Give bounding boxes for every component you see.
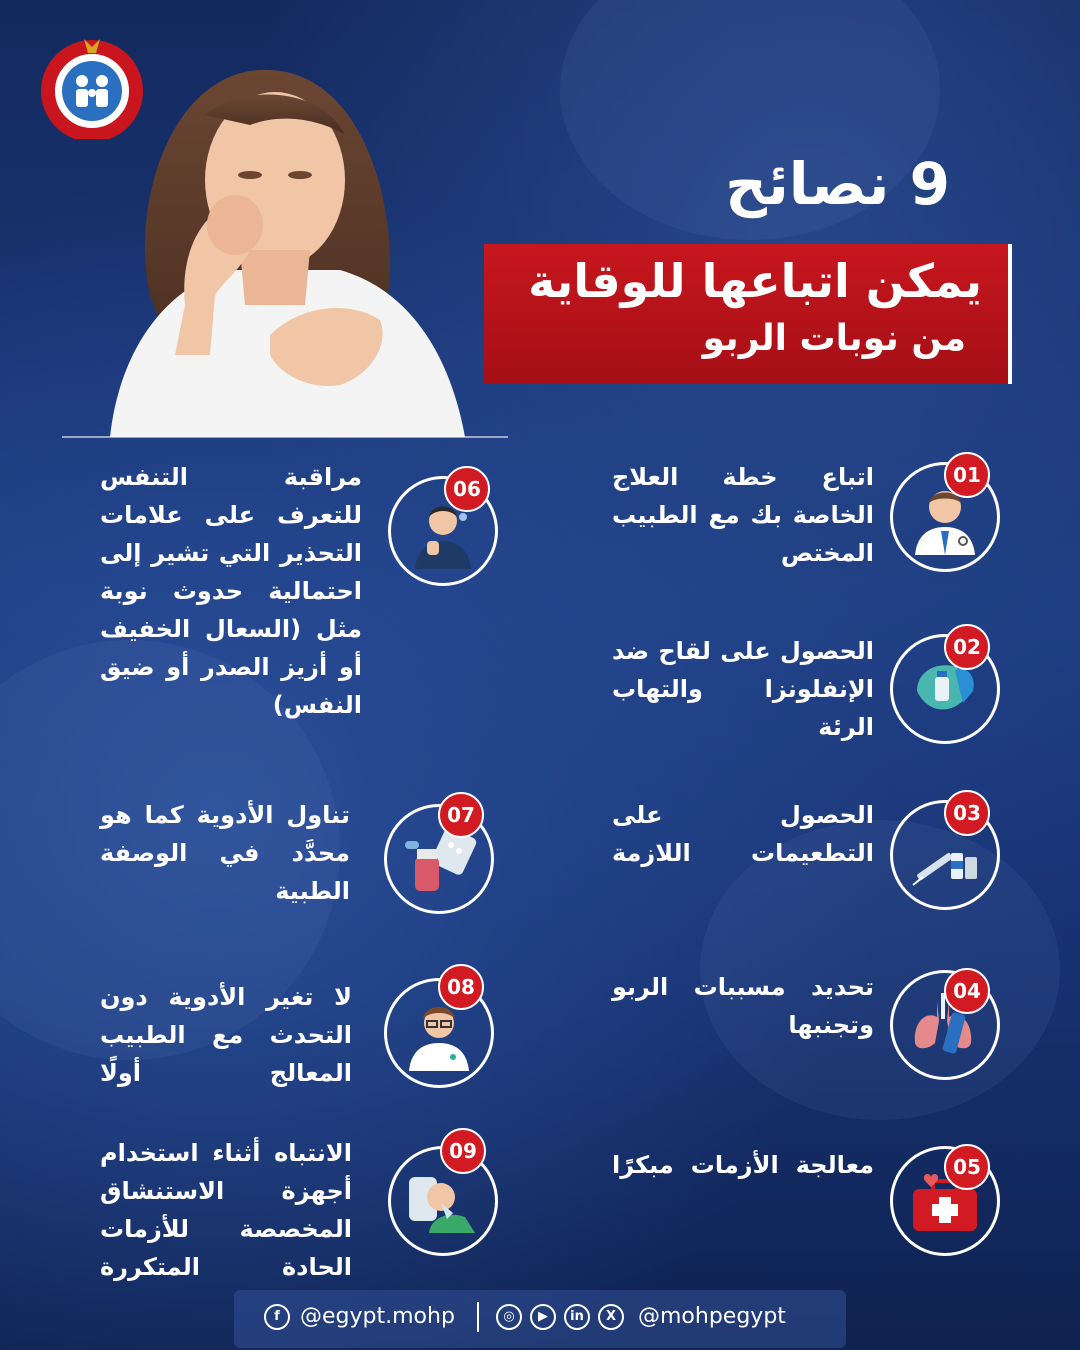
- facebook-handle[interactable]: @egypt.mohp: [300, 1304, 455, 1329]
- tip-09-number: 09: [440, 1128, 486, 1174]
- facebook-icon[interactable]: f: [264, 1304, 290, 1330]
- tip-08-number: 08: [438, 964, 484, 1010]
- subtitle-line-2: من نوبات الربو: [702, 318, 966, 359]
- social-handle[interactable]: @mohpegypt: [638, 1304, 786, 1329]
- x-icon[interactable]: X: [598, 1304, 624, 1330]
- tip-08-text: لا تغير الأدوية دون التحدث مع الطبيب المعالج أولًا: [100, 983, 352, 1087]
- tip-04-text: تحديد مسببات الربو وتجنبها: [612, 973, 874, 1039]
- tip-05-number: 05: [944, 1144, 990, 1190]
- subtitle-line-1: يمكن اتباعها للوقاية: [528, 254, 982, 308]
- tip-05-text: معالجة الأزمات مبكرًا: [612, 1151, 874, 1179]
- tip-03-text: الحصول على التطعيمات اللازمة: [612, 801, 874, 867]
- tip-06-number: 06: [444, 466, 490, 512]
- tip-02-number: 02: [944, 624, 990, 670]
- tip-01-text: اتباع خطة العلاج الخاصة بك مع الطبيب المختص: [612, 463, 874, 567]
- coughing-woman-image: [90, 55, 480, 437]
- nebulizer-patient-icon: [405, 1163, 481, 1239]
- youtube-icon[interactable]: ▶: [530, 1304, 556, 1330]
- tip-01-number: 01: [944, 452, 990, 498]
- tip-07-number: 07: [438, 792, 484, 838]
- tip-03-number: 03: [944, 790, 990, 836]
- page-title: 9 نصائح: [725, 150, 950, 218]
- instagram-icon[interactable]: ◎: [496, 1304, 522, 1330]
- tip-07-text: تناول الأدوية كما هو محدَّد في الوصفة الطبية: [100, 801, 350, 905]
- tip-09-text: الانتباه أثناء استخدام أجهزة الاستنشاق المخصصة للأزمات الحادة المتكررة: [100, 1139, 352, 1281]
- linkedin-icon[interactable]: in: [564, 1304, 590, 1330]
- tip-06-text: مراقبة التنفس للتعرف على علامات التحذير التي تشير إلى احتمالية حدوث نوبة مثل (السعال الخفيف أو أزيز الصدر أو ضيق النفس): [100, 463, 362, 719]
- subtitle-banner: [484, 244, 1012, 384]
- footer-separator: [477, 1302, 479, 1332]
- divider-line: [62, 436, 508, 438]
- tip-04-number: 04: [944, 968, 990, 1014]
- social-footer: [234, 1290, 846, 1348]
- tip-02-text: الحصول على لقاح ضد الإنفلونزا والتهاب الرئة: [612, 637, 874, 741]
